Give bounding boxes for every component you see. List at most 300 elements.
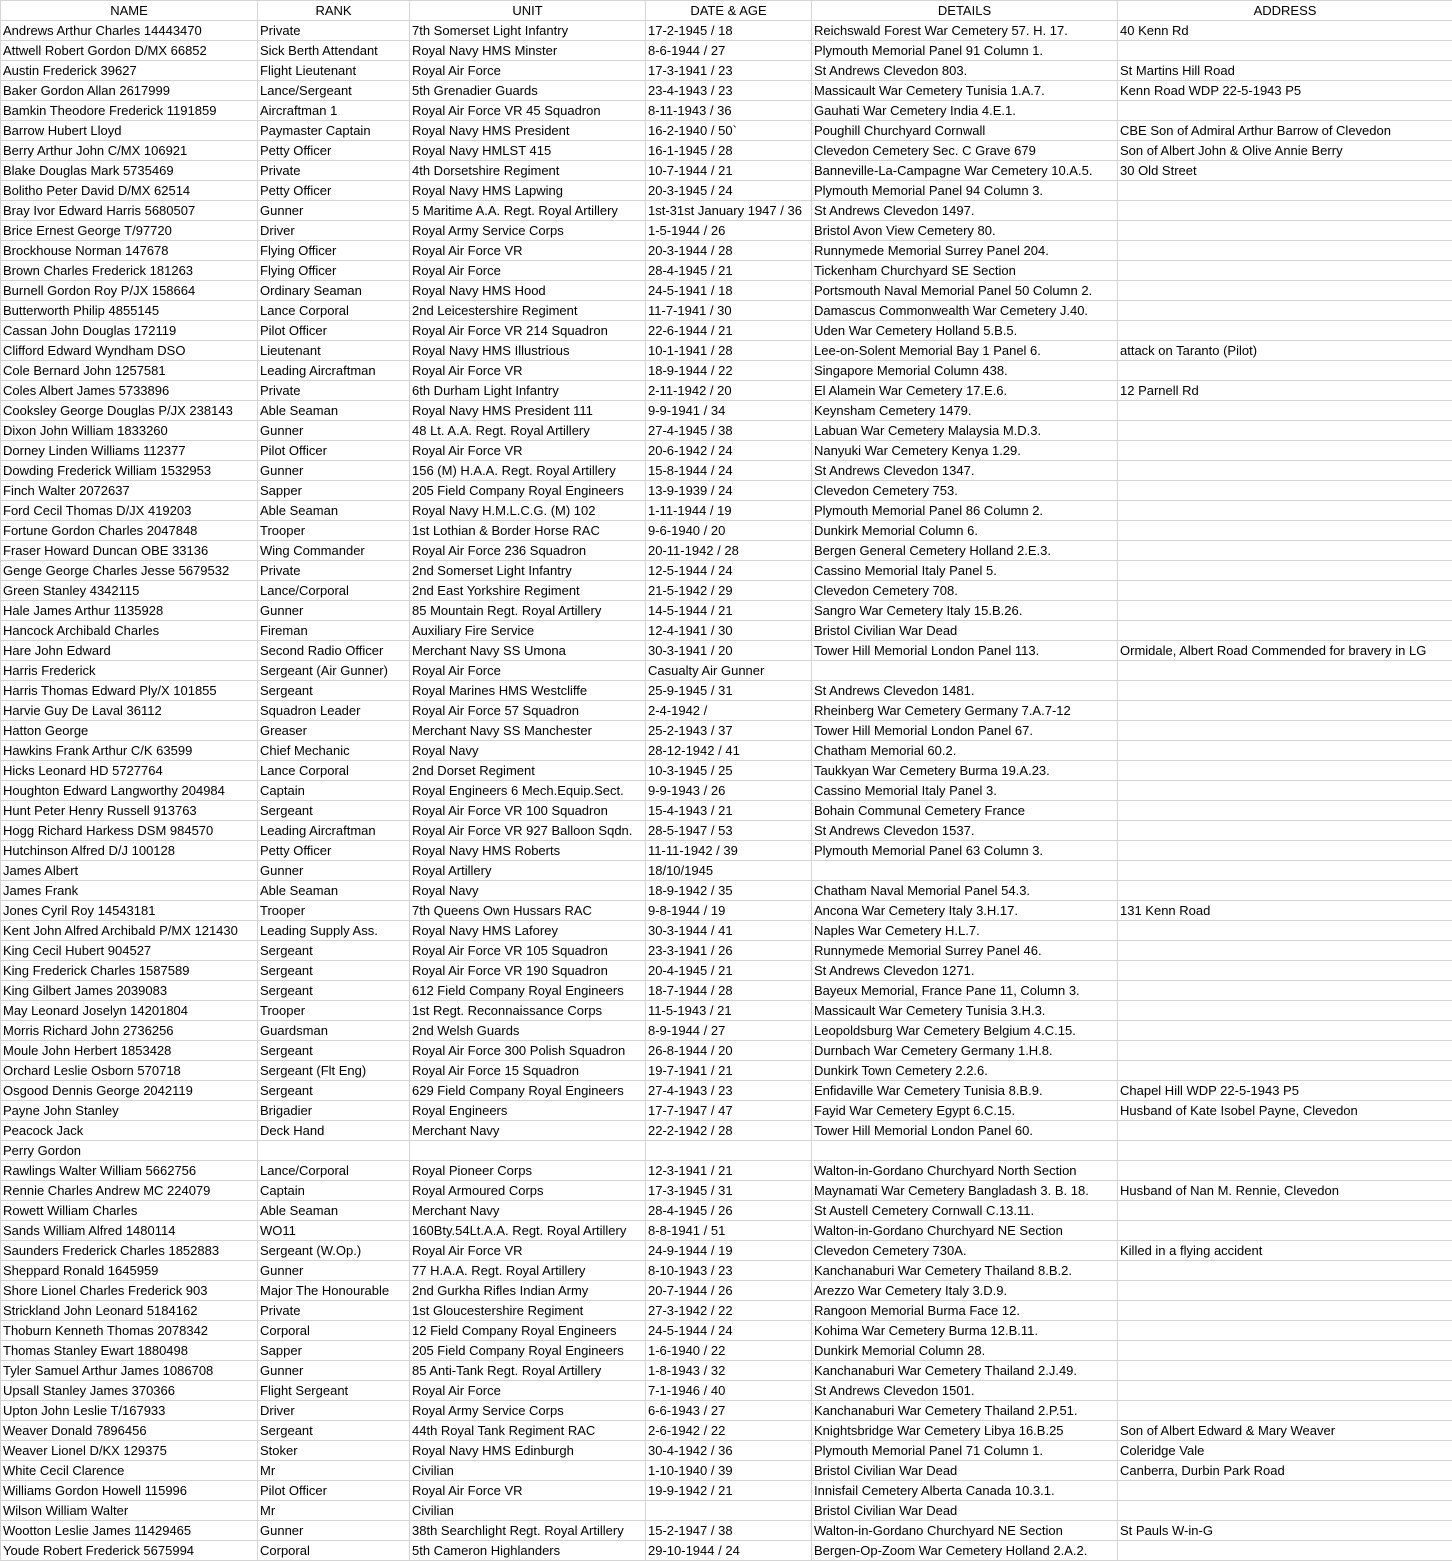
- date-age-cell: 18-7-1944 / 28: [646, 981, 812, 1001]
- table-row: [1, 1061, 1452, 1081]
- details-cell: Plymouth Memorial Panel 71 Column 1.: [812, 1441, 1118, 1461]
- details-cell: Bergen General Cemetery Holland 2.E.3.: [812, 541, 1118, 561]
- address-cell: [1118, 501, 1452, 521]
- details-cell: Nanyuki War Cemetery Kenya 1.29.: [812, 441, 1118, 461]
- column-header-unit: UNIT: [410, 1, 646, 21]
- date-age-cell: 20-6-1942 / 24: [646, 441, 812, 461]
- unit-cell: Royal Engineers 6 Mech.Equip.Sect.: [410, 781, 646, 801]
- date-age-cell: Casualty Air Gunner: [646, 661, 812, 681]
- table-row: [1, 981, 1452, 1001]
- date-age-cell: [646, 1501, 812, 1521]
- date-age-cell: 12-4-1941 / 30: [646, 621, 812, 641]
- table-row: [1, 761, 1452, 781]
- details-cell: Dunkirk Memorial Column 28.: [812, 1341, 1118, 1361]
- table-row: [1, 481, 1452, 501]
- rank-cell: Gunner: [258, 1261, 410, 1281]
- unit-cell: Royal Air Force VR: [410, 1241, 646, 1261]
- name-cell: Payne John Stanley: [1, 1101, 258, 1121]
- unit-cell: 2nd Dorset Regiment: [410, 761, 646, 781]
- details-cell: Runnymede Memorial Surrey Panel 46.: [812, 941, 1118, 961]
- table-row: [1, 641, 1452, 661]
- table-row: [1, 1201, 1452, 1221]
- rank-cell: Flying Officer: [258, 241, 410, 261]
- details-cell: Clevedon Cemetery Sec. C Grave 679: [812, 141, 1118, 161]
- details-cell: St Andrews Clevedon 1497.: [812, 201, 1118, 221]
- date-age-cell: 2-11-1942 / 20: [646, 381, 812, 401]
- address-cell: [1118, 221, 1452, 241]
- name-cell: Weaver Donald 7896456: [1, 1421, 258, 1441]
- unit-cell: Royal Navy HMS Laforey: [410, 921, 646, 941]
- name-cell: Rennie Charles Andrew MC 224079: [1, 1181, 258, 1201]
- unit-cell: Royal Air Force VR: [410, 361, 646, 381]
- date-age-cell: 9-9-1941 / 34: [646, 401, 812, 421]
- address-cell: [1118, 621, 1452, 641]
- date-age-cell: 26-8-1944 / 20: [646, 1041, 812, 1061]
- details-cell: Kanchanaburi War Cemetery Thailand 8.B.2.: [812, 1261, 1118, 1281]
- address-cell: [1118, 881, 1452, 901]
- table-row: [1, 901, 1452, 921]
- table-row: [1, 1341, 1452, 1361]
- name-cell: Genge George Charles Jesse 5679532: [1, 561, 258, 581]
- rank-cell: Mr: [258, 1461, 410, 1481]
- date-age-cell: 28-4-1945 / 26: [646, 1201, 812, 1221]
- name-cell: Hogg Richard Harkess DSM 984570: [1, 821, 258, 841]
- date-age-cell: 19-7-1941 / 21: [646, 1061, 812, 1081]
- rank-cell: Major The Honourable: [258, 1281, 410, 1301]
- details-cell: St Andrews Clevedon 1537.: [812, 821, 1118, 841]
- rank-cell: Able Seaman: [258, 1201, 410, 1221]
- address-cell: [1118, 461, 1452, 481]
- date-age-cell: 18/10/1945: [646, 861, 812, 881]
- address-cell: [1118, 281, 1452, 301]
- address-cell: [1118, 41, 1452, 61]
- name-cell: Dorney Linden Williams 112377: [1, 441, 258, 461]
- table-row: [1, 461, 1452, 481]
- details-cell: Banneville-La-Campagne War Cemetery 10.A.5.: [812, 161, 1118, 181]
- name-cell: King Gilbert James 2039083: [1, 981, 258, 1001]
- details-cell: Clevedon Cemetery 730A.: [812, 1241, 1118, 1261]
- unit-cell: Royal Navy HMS Roberts: [410, 841, 646, 861]
- address-cell: [1118, 1121, 1452, 1141]
- table-row: [1, 841, 1452, 861]
- name-cell: Strickland John Leonard 5184162: [1, 1301, 258, 1321]
- rank-cell: Flying Officer: [258, 261, 410, 281]
- address-cell: [1118, 1321, 1452, 1341]
- details-cell: Innisfail Cemetery Alberta Canada 10.3.1.: [812, 1481, 1118, 1501]
- name-cell: Rowett William Charles: [1, 1201, 258, 1221]
- rank-cell: Gunner: [258, 461, 410, 481]
- name-cell: Bolitho Peter David D/MX 62514: [1, 181, 258, 201]
- unit-cell: Royal Navy HMS Illustrious: [410, 341, 646, 361]
- name-cell: Houghton Edward Langworthy 204984: [1, 781, 258, 801]
- table-row: [1, 1001, 1452, 1021]
- table-row: [1, 381, 1452, 401]
- address-cell: [1118, 541, 1452, 561]
- rank-cell: Gunner: [258, 421, 410, 441]
- address-cell: [1118, 941, 1452, 961]
- unit-cell: 205 Field Company Royal Engineers: [410, 481, 646, 501]
- details-cell: St Andrews Clevedon 1481.: [812, 681, 1118, 701]
- name-cell: Orchard Leslie Osborn 570718: [1, 1061, 258, 1081]
- details-cell: Massicault War Cemetery Tunisia 3.H.3.: [812, 1001, 1118, 1021]
- name-cell: Hatton George: [1, 721, 258, 741]
- name-cell: Hicks Leonard HD 5727764: [1, 761, 258, 781]
- name-cell: Sands William Alfred 1480114: [1, 1221, 258, 1241]
- table-row: [1, 861, 1452, 881]
- rank-cell: Trooper: [258, 1001, 410, 1021]
- table-row: [1, 1081, 1452, 1101]
- date-age-cell: 6-6-1943 / 27: [646, 1401, 812, 1421]
- unit-cell: Royal Army Service Corps: [410, 1401, 646, 1421]
- name-cell: Cole Bernard John 1257581: [1, 361, 258, 381]
- rank-cell: Sapper: [258, 481, 410, 501]
- table-row: [1, 661, 1452, 681]
- rank-cell: Paymaster Captain: [258, 121, 410, 141]
- details-cell: St Austell Cemetery Cornwall C.13.11.: [812, 1201, 1118, 1221]
- unit-cell: Royal Air Force VR 190 Squadron: [410, 961, 646, 981]
- details-cell: Rheinberg War Cemetery Germany 7.A.7-12: [812, 701, 1118, 721]
- date-age-cell: 8-10-1943 / 23: [646, 1261, 812, 1281]
- unit-cell: Royal Navy: [410, 741, 646, 761]
- column-header-address: ADDRESS: [1118, 1, 1452, 21]
- unit-cell: 5 Maritime A.A. Regt. Royal Artillery: [410, 201, 646, 221]
- date-age-cell: 17-3-1945 / 31: [646, 1181, 812, 1201]
- rank-cell: Sergeant: [258, 1041, 410, 1061]
- table-row: [1, 1441, 1452, 1461]
- date-age-cell: 30-3-1941 / 20: [646, 641, 812, 661]
- rank-cell: Deck Hand: [258, 1121, 410, 1141]
- table-row: [1, 501, 1452, 521]
- details-cell: Bristol Avon View Cemetery 80.: [812, 221, 1118, 241]
- address-cell: [1118, 1221, 1452, 1241]
- address-cell: [1118, 1541, 1452, 1561]
- address-cell: [1118, 781, 1452, 801]
- unit-cell: Merchant Navy SS Manchester: [410, 721, 646, 741]
- table-row: [1, 281, 1452, 301]
- table-row: [1, 1541, 1452, 1561]
- date-age-cell: 24-9-1944 / 19: [646, 1241, 812, 1261]
- name-cell: Harvie Guy De Laval 36112: [1, 701, 258, 721]
- name-cell: Williams Gordon Howell 115996: [1, 1481, 258, 1501]
- date-age-cell: 9-9-1943 / 26: [646, 781, 812, 801]
- name-cell: Brice Ernest George T/97720: [1, 221, 258, 241]
- unit-cell: Merchant Navy: [410, 1201, 646, 1221]
- table-row: [1, 1101, 1452, 1121]
- unit-cell: Royal Pioneer Corps: [410, 1161, 646, 1181]
- address-cell: Son of Albert Edward & Mary Weaver: [1118, 1421, 1452, 1441]
- details-cell: Reichswald Forest War Cemetery 57. H. 17.: [812, 21, 1118, 41]
- table-row: [1, 1501, 1452, 1521]
- address-cell: [1118, 661, 1452, 681]
- name-cell: Bamkin Theodore Frederick 1191859: [1, 101, 258, 121]
- rank-cell: Private: [258, 21, 410, 41]
- unit-cell: 205 Field Company Royal Engineers: [410, 1341, 646, 1361]
- date-age-cell: 9-6-1940 / 20: [646, 521, 812, 541]
- details-cell: Keynsham Cemetery 1479.: [812, 401, 1118, 421]
- address-cell: [1118, 1201, 1452, 1221]
- date-age-cell: 29-10-1944 / 24: [646, 1541, 812, 1561]
- table-row: [1, 601, 1452, 621]
- unit-cell: 2nd Leicestershire Regiment: [410, 301, 646, 321]
- date-age-cell: [646, 1141, 812, 1161]
- details-cell: Clevedon Cemetery 708.: [812, 581, 1118, 601]
- date-age-cell: 9-8-1944 / 19: [646, 901, 812, 921]
- date-age-cell: 17-3-1941 / 23: [646, 61, 812, 81]
- unit-cell: Merchant Navy: [410, 1121, 646, 1141]
- details-cell: Fayid War Cemetery Egypt 6.C.15.: [812, 1101, 1118, 1121]
- unit-cell: Royal Navy HMS Hood: [410, 281, 646, 301]
- name-cell: Cooksley George Douglas P/JX 238143: [1, 401, 258, 421]
- date-age-cell: 25-9-1945 / 31: [646, 681, 812, 701]
- name-cell: James Frank: [1, 881, 258, 901]
- date-age-cell: 15-2-1947 / 38: [646, 1521, 812, 1541]
- rank-cell: Private: [258, 161, 410, 181]
- date-age-cell: 1-8-1943 / 32: [646, 1361, 812, 1381]
- date-age-cell: 16-2-1940 / 50`: [646, 121, 812, 141]
- address-cell: 131 Kenn Road: [1118, 901, 1452, 921]
- date-age-cell: 30-3-1944 / 41: [646, 921, 812, 941]
- table-row: [1, 1301, 1452, 1321]
- address-cell: [1118, 1001, 1452, 1021]
- rank-cell: Pilot Officer: [258, 321, 410, 341]
- table-row: [1, 1521, 1452, 1541]
- table-row: [1, 1181, 1452, 1201]
- address-cell: CBE Son of Admiral Arthur Barrow of Clevedon: [1118, 121, 1452, 141]
- details-cell: Bayeux Memorial, France Pane 11, Column 3.: [812, 981, 1118, 1001]
- name-cell: Hale James Arthur 1135928: [1, 601, 258, 621]
- address-cell: [1118, 1301, 1452, 1321]
- table-row: [1, 1221, 1452, 1241]
- rank-cell: Sergeant (Flt Eng): [258, 1061, 410, 1081]
- details-cell: Knightsbridge War Cemetery Libya 16.B.25: [812, 1421, 1118, 1441]
- rank-cell: Corporal: [258, 1321, 410, 1341]
- name-cell: Sheppard Ronald 1645959: [1, 1261, 258, 1281]
- table-row: [1, 1281, 1452, 1301]
- address-cell: [1118, 801, 1452, 821]
- details-cell: Plymouth Memorial Panel 86 Column 2.: [812, 501, 1118, 521]
- table-row: [1, 221, 1452, 241]
- address-cell: [1118, 481, 1452, 501]
- rank-cell: Fireman: [258, 621, 410, 641]
- rank-cell: Private: [258, 381, 410, 401]
- details-cell: Bristol Civilian War Dead: [812, 621, 1118, 641]
- unit-cell: 5th Cameron Highlanders: [410, 1541, 646, 1561]
- details-cell: Clevedon Cemetery 753.: [812, 481, 1118, 501]
- address-cell: [1118, 1361, 1452, 1381]
- date-age-cell: 19-9-1942 / 21: [646, 1481, 812, 1501]
- header-row: [1, 1, 1452, 21]
- table-row: [1, 821, 1452, 841]
- table-row: [1, 1041, 1452, 1061]
- address-cell: [1118, 521, 1452, 541]
- name-cell: Berry Arthur John C/MX 106921: [1, 141, 258, 161]
- column-header-name: NAME: [1, 1, 258, 21]
- rank-cell: Mr: [258, 1501, 410, 1521]
- rank-cell: Private: [258, 1301, 410, 1321]
- rank-cell: Sergeant (W.Op.): [258, 1241, 410, 1261]
- rank-cell: Sergeant: [258, 801, 410, 821]
- date-age-cell: 24-5-1941 / 18: [646, 281, 812, 301]
- rank-cell: Gunner: [258, 1521, 410, 1541]
- date-age-cell: 15-8-1944 / 24: [646, 461, 812, 481]
- address-cell: [1118, 561, 1452, 581]
- table-row: [1, 881, 1452, 901]
- rank-cell: Flight Sergeant: [258, 1381, 410, 1401]
- column-header-date-age: DATE & AGE: [646, 1, 812, 21]
- name-cell: Thomas Stanley Ewart 1880498: [1, 1341, 258, 1361]
- unit-cell: 38th Searchlight Regt. Royal Artillery: [410, 1521, 646, 1541]
- address-cell: [1118, 701, 1452, 721]
- rank-cell: Captain: [258, 781, 410, 801]
- table-row: [1, 1141, 1452, 1161]
- table-row: [1, 621, 1452, 641]
- date-age-cell: 8-11-1943 / 36: [646, 101, 812, 121]
- table-row: [1, 241, 1452, 261]
- address-cell: [1118, 361, 1452, 381]
- table-row: [1, 61, 1452, 81]
- date-age-cell: 8-8-1941 / 51: [646, 1221, 812, 1241]
- details-cell: Lee-on-Solent Memorial Bay 1 Panel 6.: [812, 341, 1118, 361]
- table-row: [1, 101, 1452, 121]
- name-cell: Moule John Herbert 1853428: [1, 1041, 258, 1061]
- rank-cell: Guardsman: [258, 1021, 410, 1041]
- date-age-cell: 7-1-1946 / 40: [646, 1381, 812, 1401]
- date-age-cell: 23-4-1943 / 23: [646, 81, 812, 101]
- details-cell: Durnbach War Cemetery Germany 1.H.8.: [812, 1041, 1118, 1061]
- address-cell: [1118, 981, 1452, 1001]
- unit-cell: Royal Armoured Corps: [410, 1181, 646, 1201]
- table-row: [1, 41, 1452, 61]
- details-cell: Walton-in-Gordano Churchyard North Section: [812, 1161, 1118, 1181]
- name-cell: Youde Robert Frederick 5675994: [1, 1541, 258, 1561]
- details-cell: Kanchanaburi War Cemetery Thailand 2.J.49.: [812, 1361, 1118, 1381]
- name-cell: Upton John Leslie T/167933: [1, 1401, 258, 1421]
- unit-cell: Civilian: [410, 1461, 646, 1481]
- address-cell: 30 Old Street: [1118, 161, 1452, 181]
- rank-cell: Trooper: [258, 901, 410, 921]
- address-cell: 12 Parnell Rd: [1118, 381, 1452, 401]
- rank-cell: Sergeant (Air Gunner): [258, 661, 410, 681]
- details-cell: Enfidaville War Cemetery Tunisia 8.B.9.: [812, 1081, 1118, 1101]
- unit-cell: 77 H.A.A. Regt. Royal Artillery: [410, 1261, 646, 1281]
- name-cell: Tyler Samuel Arthur James 1086708: [1, 1361, 258, 1381]
- date-age-cell: 28-4-1945 / 21: [646, 261, 812, 281]
- date-age-cell: 27-4-1943 / 23: [646, 1081, 812, 1101]
- date-age-cell: 1-11-1944 / 19: [646, 501, 812, 521]
- unit-cell: 612 Field Company Royal Engineers: [410, 981, 646, 1001]
- unit-cell: 2nd Somerset Light Infantry: [410, 561, 646, 581]
- address-cell: [1118, 721, 1452, 741]
- unit-cell: Royal Air Force VR: [410, 1481, 646, 1501]
- name-cell: Wootton Leslie James 11429465: [1, 1521, 258, 1541]
- address-cell: [1118, 181, 1452, 201]
- details-cell: Tower Hill Memorial London Panel 67.: [812, 721, 1118, 741]
- date-age-cell: 1-5-1944 / 26: [646, 221, 812, 241]
- unit-cell: Royal Air Force VR: [410, 441, 646, 461]
- address-cell: [1118, 1141, 1452, 1161]
- unit-cell: 4th Dorsetshire Regiment: [410, 161, 646, 181]
- date-age-cell: 12-3-1941 / 21: [646, 1161, 812, 1181]
- name-cell: Thoburn Kenneth Thomas 2078342: [1, 1321, 258, 1341]
- name-cell: King Cecil Hubert 904527: [1, 941, 258, 961]
- rank-cell: Sergeant: [258, 981, 410, 1001]
- table-row: [1, 1121, 1452, 1141]
- rank-cell: Aircraftman 1: [258, 101, 410, 121]
- name-cell: Fortune Gordon Charles 2047848: [1, 521, 258, 541]
- rank-cell: Sergeant: [258, 1421, 410, 1441]
- address-cell: [1118, 861, 1452, 881]
- date-age-cell: 23-3-1941 / 26: [646, 941, 812, 961]
- unit-cell: Royal Air Force VR 45 Squadron: [410, 101, 646, 121]
- details-cell: St Andrews Clevedon 1501.: [812, 1381, 1118, 1401]
- name-cell: Ford Cecil Thomas D/JX 419203: [1, 501, 258, 521]
- details-cell: Tower Hill Memorial London Panel 60.: [812, 1121, 1118, 1141]
- name-cell: Hunt Peter Henry Russell 913763: [1, 801, 258, 821]
- details-cell: [812, 661, 1118, 681]
- details-cell: Plymouth Memorial Panel 94 Column 3.: [812, 181, 1118, 201]
- details-cell: St Andrews Clevedon 803.: [812, 61, 1118, 81]
- date-age-cell: 27-3-1942 / 22: [646, 1301, 812, 1321]
- address-cell: [1118, 261, 1452, 281]
- date-age-cell: 8-6-1944 / 27: [646, 41, 812, 61]
- details-cell: Massicault War Cemetery Tunisia 1.A.7.: [812, 81, 1118, 101]
- name-cell: Attwell Robert Gordon D/MX 66852: [1, 41, 258, 61]
- table-row: [1, 1461, 1452, 1481]
- date-age-cell: 2-6-1942 / 22: [646, 1421, 812, 1441]
- rank-cell: Gunner: [258, 1361, 410, 1381]
- date-age-cell: 11-11-1942 / 39: [646, 841, 812, 861]
- name-cell: White Cecil Clarence: [1, 1461, 258, 1481]
- address-cell: [1118, 441, 1452, 461]
- unit-cell: Royal Navy H.M.L.C.G. (M) 102: [410, 501, 646, 521]
- unit-cell: Royal Artillery: [410, 861, 646, 881]
- column-header-details: DETAILS: [812, 1, 1118, 21]
- unit-cell: Royal Navy HMLST 415: [410, 141, 646, 161]
- table-row: [1, 441, 1452, 461]
- details-cell: Kohima War Cemetery Burma 12.B.11.: [812, 1321, 1118, 1341]
- name-cell: Baker Gordon Allan 2617999: [1, 81, 258, 101]
- details-cell: Poughill Churchyard Cornwall: [812, 121, 1118, 141]
- rank-cell: WO11: [258, 1221, 410, 1241]
- address-cell: Son of Albert John & Olive Annie Berry: [1118, 141, 1452, 161]
- date-age-cell: 2-4-1942 /: [646, 701, 812, 721]
- date-age-cell: 18-9-1942 / 35: [646, 881, 812, 901]
- details-cell: Cassino Memorial Italy Panel 3.: [812, 781, 1118, 801]
- date-age-cell: 24-5-1944 / 24: [646, 1321, 812, 1341]
- date-age-cell: 21-5-1942 / 29: [646, 581, 812, 601]
- address-cell: [1118, 1401, 1452, 1421]
- date-age-cell: 15-4-1943 / 21: [646, 801, 812, 821]
- table-row: [1, 1261, 1452, 1281]
- rank-cell: Sick Berth Attendant: [258, 41, 410, 61]
- rank-cell: Petty Officer: [258, 181, 410, 201]
- details-cell: Walton-in-Gordano Churchyard NE Section: [812, 1221, 1118, 1241]
- table-row: [1, 681, 1452, 701]
- address-cell: [1118, 1481, 1452, 1501]
- unit-cell: Royal Engineers: [410, 1101, 646, 1121]
- address-cell: 40 Kenn Rd: [1118, 21, 1452, 41]
- rank-cell: Greaser: [258, 721, 410, 741]
- address-cell: [1118, 1501, 1452, 1521]
- rank-cell: Pilot Officer: [258, 1481, 410, 1501]
- unit-cell: Royal Air Force 15 Squadron: [410, 1061, 646, 1081]
- unit-cell: 5th Grenadier Guards: [410, 81, 646, 101]
- table-row: [1, 581, 1452, 601]
- date-age-cell: 30-4-1942 / 36: [646, 1441, 812, 1461]
- date-age-cell: 10-1-1941 / 28: [646, 341, 812, 361]
- table-row: [1, 1241, 1452, 1261]
- date-age-cell: 20-11-1942 / 28: [646, 541, 812, 561]
